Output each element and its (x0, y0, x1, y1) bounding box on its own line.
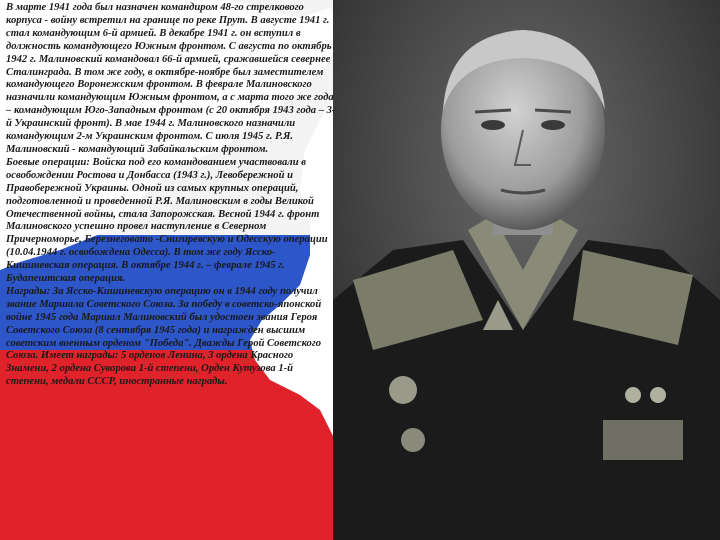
biography-text (6, 2, 336, 389)
paragraph-awards: Награды: За Ясско-Кишиневскую операцию он в 1944 году получил звание Маршала Советского Союза. За победу в советско-японской войне 1945 года Маршал Малиновский был удостоен звания Героя Советского Союза (8 сентября 1945 года) и награжден высшим советским военным орденом "Победа". Дважды Герой Советского Союза. Имеет награды: 5 орденов Ленина, 3 ордена Красного Знамени, 2 ордена Суворова 1-й степени, Орден Кутузова 1-й степени, медали СССР, иностранные награды. (6, 285, 322, 388)
marshal-portrait-photo (333, 0, 720, 540)
paragraph-career: В марте 1941 года был назначен командиром 48-го стрелкового корпуса - войну встретил на границе по реке Прут. В августе 1941 г. стал командующим 6-й армией. В декабре 1941 г. он вступил в должность командующего Южным фронтом. С августа по октябрь 1942 г. Малиновский командовал 66-й армией, сражавшейся севернее Сталинграда. В том же году, в октябре-ноябре был заместителем командующего Воронежским фронтом. В феврале Малиновского назначили командующим Южным фронтом, а с марта того же года – командующим Юго-Западным фронтом (с 20 октября 1943 года – 3-й Украинский фронт). В мае 1944 г. Малиновского назначили командующим 2-м Украинским фронтом. С июля 1945 г. Р.Я. Малиновский - командующий Забайкальским фронтом. (6, 2, 336, 155)
paragraph-operations: Боевые операции: Войска под его командованием участвовали в освобождении Ростова и Донбасса (1943 г.), Левобережной и Правобережной Украины. Одной из самых крупных операций, подготовленной и проведенной Р.Я. Малиновским в годы Великой Отечественной войны, стала Запорожская. Весной 1944 г. фронт Малиновского успешно провел наступление в Северном Причерноморье, Березнеговато -Снигиревскую и Одесскую операции (10.04.1944 г. освобождена Одесса). В том же году Ясско-Кишиневская операция. В октябре 1944 г. – феврале 1945 г. Будапештская операция. (6, 156, 328, 285)
